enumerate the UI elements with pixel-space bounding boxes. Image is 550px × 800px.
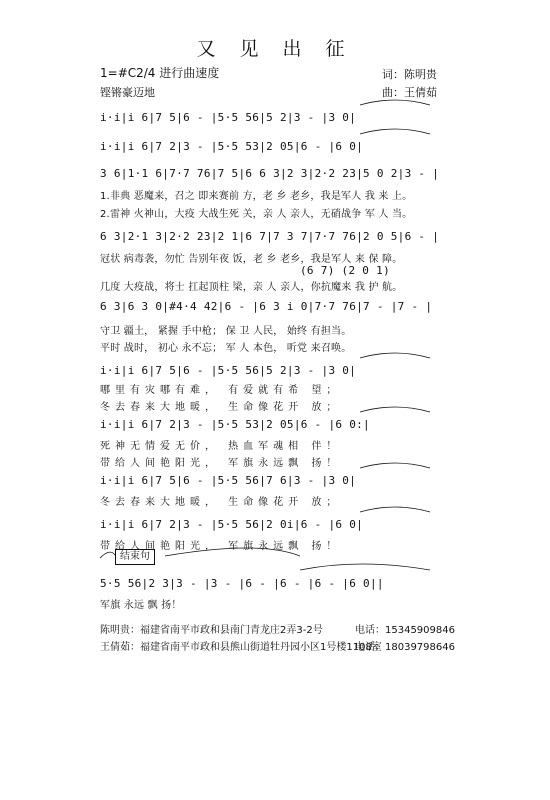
score-row: 6 3|6 3 0|#4·4 42|6 - |6 3 i 0|7·7 76|7 - |7 - | [100, 300, 433, 313]
ending-label: 结束句 [115, 549, 155, 565]
lyric-row: 冠状 病毒袭，勿忙 告别年夜 饭，老 乡 老乡，我是军人 来 保 障。 [100, 254, 403, 265]
contact-composer-phone: 电话：18039798646 [355, 642, 455, 653]
lyric-row: 冬去春来大地暖， 生命像花开 放； [100, 497, 342, 508]
lyric-row: 死神无情爱无价， 热血军魂相 伴！ [100, 441, 342, 452]
composer-credit: 曲：王倩茹 [382, 86, 437, 99]
lyric-row: 冬去春来大地暖， 生命像花开 放； [100, 402, 342, 413]
lyric-row: 守卫 疆土， 紧握 手中枪； 保 卫 人民， 始终 有担当。 [100, 326, 352, 337]
lyric-row: 带给人间艳阳光， 军旗永远飘 扬！ [100, 541, 342, 552]
key-and-tempo: 1=#C2/4 进行曲速度 [100, 66, 220, 80]
lyric-row: 哪里有灾哪有难， 有爱就有希 望； [100, 385, 342, 396]
alternate-notes: (6 7) (2 0 1) [300, 264, 390, 277]
lyric-row: 几度 大疫战，将士 扛起顶柱 梁，亲 人 亲人，你抗魔来 我 护 航。 [100, 282, 403, 293]
lyric-row: 军旗 永远 飘 扬！ [100, 600, 182, 611]
song-title: 又 见 出 征 [196, 38, 354, 60]
lyricist-credit: 词：陈明贵 [382, 68, 437, 81]
performance-mood: 铿锵豪迈地 [100, 86, 155, 99]
score-row: i·i|i 6|7 5|6 - |5·5 56|5 2|3 - |3 0| [100, 111, 357, 124]
score-row: 6 3|2·1 3|2·2 23|2 1|6 7|7 3 7|7·7 76|2 0 5|6 - | [100, 230, 440, 243]
score-row: i·i|i 6|7 5|6 - |5·5 56|5 2|3 - |3 0| [100, 364, 357, 377]
contact-composer: 王倩茹：福建省南平市政和县熊山街道牡丹园小区1号楼1108室 [100, 642, 382, 653]
score-row: i·i|i 6|7 5|6 - |5·5 56|7 6|3 - |3 0| [100, 474, 357, 487]
lyric-row: 带给人间艳阳光， 军旗永远飘 扬！ [100, 458, 342, 469]
lyric-row: 1.非典 恶魔来，召之 即来赛前 方，老 乡 老乡，我是军人 我 来 上。 [100, 191, 413, 202]
score-row: 3 6|1·1 6|7·7 76|7 5|6 6 3|2 3|2·2 23|5 0 2|3 - | [100, 167, 440, 180]
contact-lyricist: 陈明贵：福建省南平市政和县南门青龙庄2弄3-2号 [100, 625, 323, 636]
score-row: i·i|i 6|7 2|3 - |5·5 53|2 05|6 - |6 0| [100, 140, 364, 153]
lyric-row: 平时 战时， 初心 永不忘； 军 人 本色， 听党 来召唤。 [100, 343, 352, 354]
score-row: i·i|i 6|7 2|3 - |5·5 53|2 05|6 - |6 0:| [100, 418, 370, 431]
score-row: 5·5 56|2 3|3 - |3 - |6 - |6 - |6 - |6 0|| [100, 577, 384, 590]
score-row: i·i|i 6|7 2|3 - |5·5 56|2 0i|6 - |6 0| [100, 518, 364, 531]
contact-lyricist-phone: 电话：15345909846 [355, 625, 455, 636]
lyric-row: 2.雷神 火神山，大疫 大战生死 关，亲 人 亲人，无硝战争 军 人 当。 [100, 209, 413, 220]
